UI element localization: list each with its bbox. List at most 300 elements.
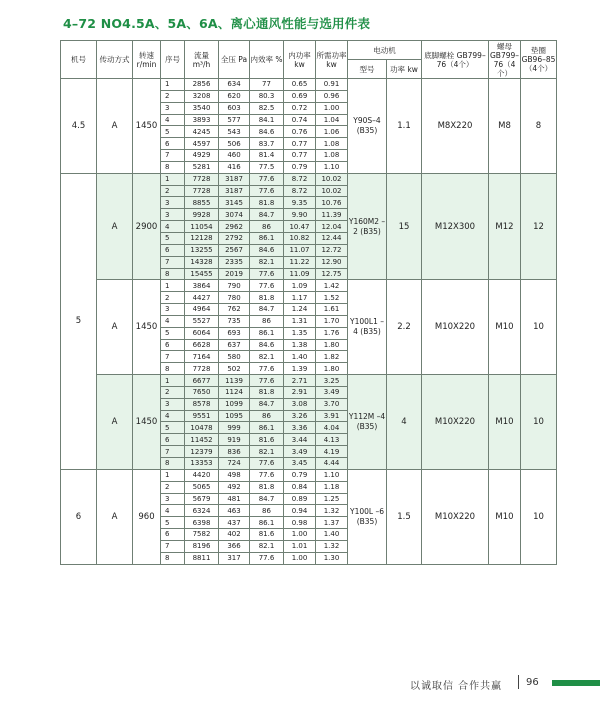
pressure-cell: 460 (219, 150, 250, 162)
required-power-cell: 3.91 (316, 410, 348, 422)
pressure-cell: 1124 (219, 386, 250, 398)
internal-power-cell: 9.90 (284, 209, 316, 221)
seq-cell: 5 (161, 126, 185, 138)
internal-power-cell: 1.00 (284, 529, 316, 541)
internal-power-cell: 3.45 (284, 458, 316, 470)
flow-cell: 3893 (185, 114, 219, 126)
pressure-cell: 3187 (219, 173, 250, 185)
motor-model-cell: Y160M2 –2 (B35) (348, 173, 387, 280)
pressure-cell: 437 (219, 517, 250, 529)
machine-no-cell: 4.5 (61, 79, 97, 174)
pressure-cell: 498 (219, 469, 250, 481)
drive-cell: A (97, 469, 133, 564)
required-power-cell: 1.32 (316, 540, 348, 552)
required-power-cell: 1.25 (316, 493, 348, 505)
internal-power-cell: 2.91 (284, 386, 316, 398)
flow-cell: 6324 (185, 505, 219, 517)
flow-cell: 6064 (185, 327, 219, 339)
seq-cell: 7 (161, 256, 185, 268)
washer-cell: 8 (521, 79, 557, 174)
pressure-cell: 2019 (219, 268, 250, 280)
seq-cell: 4 (161, 505, 185, 517)
pressure-cell: 492 (219, 481, 250, 493)
efficiency-cell: 82.1 (250, 351, 284, 363)
internal-power-cell: 11.22 (284, 256, 316, 268)
header-motor-model: 型号 (348, 60, 387, 79)
seq-cell: 1 (161, 79, 185, 91)
seq-cell: 2 (161, 386, 185, 398)
seq-cell: 4 (161, 410, 185, 422)
flow-cell: 6677 (185, 375, 219, 387)
pressure-cell: 735 (219, 315, 250, 327)
efficiency-cell: 77.6 (250, 185, 284, 197)
pressure-cell: 2335 (219, 256, 250, 268)
flow-cell: 13255 (185, 244, 219, 256)
anchor-bolt-cell: M8X220 (422, 79, 489, 174)
flow-cell: 5065 (185, 481, 219, 493)
internal-power-cell: 1.24 (284, 304, 316, 316)
pressure-cell: 1099 (219, 398, 250, 410)
speed-cell: 1450 (133, 280, 161, 375)
required-power-cell: 12.72 (316, 244, 348, 256)
efficiency-cell: 84.1 (250, 114, 284, 126)
internal-power-cell: 1.09 (284, 280, 316, 292)
pressure-cell: 836 (219, 446, 250, 458)
seq-cell: 8 (161, 161, 185, 173)
seq-cell: 5 (161, 517, 185, 529)
required-power-cell: 1.08 (316, 138, 348, 150)
efficiency-cell: 81.8 (250, 197, 284, 209)
anchor-bolt-cell: M10X220 (422, 469, 489, 564)
speed-cell: 1450 (133, 375, 161, 470)
efficiency-cell: 86 (250, 315, 284, 327)
efficiency-cell: 86.1 (250, 422, 284, 434)
flow-cell: 3208 (185, 90, 219, 102)
required-power-cell: 1.18 (316, 481, 348, 493)
flow-cell: 12128 (185, 232, 219, 244)
pressure-cell: 416 (219, 161, 250, 173)
nut-cell: M10 (489, 280, 521, 375)
required-power-cell: 1.08 (316, 150, 348, 162)
flow-cell: 6398 (185, 517, 219, 529)
internal-power-cell: 1.01 (284, 540, 316, 552)
performance-table (60, 40, 557, 565)
internal-power-cell: 11.07 (284, 244, 316, 256)
seq-cell: 4 (161, 315, 185, 327)
required-power-cell: 4.13 (316, 434, 348, 446)
efficiency-cell: 77 (250, 79, 284, 91)
speed-cell: 1450 (133, 79, 161, 174)
seq-cell: 5 (161, 327, 185, 339)
seq-cell: 6 (161, 434, 185, 446)
efficiency-cell: 82.1 (250, 256, 284, 268)
flow-cell: 7582 (185, 529, 219, 541)
seq-cell: 7 (161, 150, 185, 162)
seq-cell: 3 (161, 493, 185, 505)
flow-cell: 12379 (185, 446, 219, 458)
flow-cell: 4964 (185, 304, 219, 316)
header-flow: 流量 m³/h (185, 41, 219, 79)
efficiency-cell: 77.6 (250, 173, 284, 185)
efficiency-cell: 83.7 (250, 138, 284, 150)
internal-power-cell: 0.74 (284, 114, 316, 126)
table-header (61, 41, 557, 79)
header-motor-power: 功率 kw (387, 60, 422, 79)
internal-power-cell: 3.08 (284, 398, 316, 410)
internal-power-cell: 0.79 (284, 161, 316, 173)
required-power-cell: 4.44 (316, 458, 348, 470)
flow-cell: 7728 (185, 363, 219, 375)
page-title: 4–72 NO4.5A、5A、6A、离心通风性能与选用件表 (63, 16, 371, 31)
drive-cell: A (97, 280, 133, 375)
required-power-cell: 10.76 (316, 197, 348, 209)
seq-cell: 3 (161, 398, 185, 410)
efficiency-cell: 77.6 (250, 268, 284, 280)
flow-cell: 3540 (185, 102, 219, 114)
pressure-cell: 603 (219, 102, 250, 114)
internal-power-cell: 1.31 (284, 315, 316, 327)
internal-power-cell: 2.71 (284, 375, 316, 387)
header-motor: 电动机 (348, 41, 422, 60)
flow-cell: 4245 (185, 126, 219, 138)
machine-no-cell: 5 (61, 173, 97, 469)
header-internal-power: 内功率 kw (284, 41, 316, 79)
pressure-cell: 502 (219, 363, 250, 375)
table-row (61, 280, 557, 292)
required-power-cell: 1.80 (316, 339, 348, 351)
pressure-cell: 790 (219, 280, 250, 292)
motor-power-cell: 2.2 (387, 280, 422, 375)
internal-power-cell: 0.79 (284, 469, 316, 481)
required-power-cell: 10.02 (316, 185, 348, 197)
header-required-power: 所需功率 kw (316, 41, 348, 79)
required-power-cell: 12.04 (316, 221, 348, 233)
required-power-cell: 1.06 (316, 126, 348, 138)
pressure-cell: 919 (219, 434, 250, 446)
flow-cell: 4420 (185, 469, 219, 481)
pressure-cell: 506 (219, 138, 250, 150)
required-power-cell: 11.39 (316, 209, 348, 221)
washer-cell: 12 (521, 173, 557, 280)
table-row (61, 469, 557, 481)
internal-power-cell: 1.40 (284, 351, 316, 363)
required-power-cell: 1.00 (316, 102, 348, 114)
motor-power-cell: 1.5 (387, 469, 422, 564)
flow-cell: 10478 (185, 422, 219, 434)
seq-cell: 1 (161, 280, 185, 292)
flow-cell: 2856 (185, 79, 219, 91)
efficiency-cell: 82.5 (250, 102, 284, 114)
seq-cell: 1 (161, 469, 185, 481)
efficiency-cell: 86 (250, 505, 284, 517)
flow-cell: 5281 (185, 161, 219, 173)
washer-cell: 10 (521, 469, 557, 564)
efficiency-cell: 81.6 (250, 529, 284, 541)
internal-power-cell: 9.35 (284, 197, 316, 209)
seq-cell: 2 (161, 292, 185, 304)
speed-cell: 2900 (133, 173, 161, 280)
header-seq: 序号 (161, 41, 185, 79)
efficiency-cell: 84.7 (250, 398, 284, 410)
drive-cell: A (97, 79, 133, 174)
internal-power-cell: 0.98 (284, 517, 316, 529)
required-power-cell: 1.70 (316, 315, 348, 327)
table-body (61, 79, 557, 565)
pressure-cell: 620 (219, 90, 250, 102)
table-row (61, 375, 557, 387)
drive-cell: A (97, 173, 133, 280)
required-power-cell: 4.19 (316, 446, 348, 458)
internal-power-cell: 0.89 (284, 493, 316, 505)
pressure-cell: 463 (219, 505, 250, 517)
seq-cell: 7 (161, 446, 185, 458)
efficiency-cell: 77.6 (250, 375, 284, 387)
internal-power-cell: 1.17 (284, 292, 316, 304)
internal-power-cell: 1.38 (284, 339, 316, 351)
seq-cell: 6 (161, 244, 185, 256)
required-power-cell: 1.32 (316, 505, 348, 517)
required-power-cell: 12.90 (316, 256, 348, 268)
flow-cell: 6628 (185, 339, 219, 351)
internal-power-cell: 11.09 (284, 268, 316, 280)
pressure-cell: 1139 (219, 375, 250, 387)
flow-cell: 8196 (185, 540, 219, 552)
internal-power-cell: 1.35 (284, 327, 316, 339)
required-power-cell: 0.96 (316, 90, 348, 102)
internal-power-cell: 10.47 (284, 221, 316, 233)
seq-cell: 8 (161, 363, 185, 375)
footer-slogan: 以诚取信 合作共赢 (410, 681, 503, 692)
efficiency-cell: 86.1 (250, 327, 284, 339)
pressure-cell: 999 (219, 422, 250, 434)
flow-cell: 8578 (185, 398, 219, 410)
motor-model-cell: Y112M –4 (B35) (348, 375, 387, 470)
flow-cell: 9928 (185, 209, 219, 221)
efficiency-cell: 77.6 (250, 280, 284, 292)
pressure-cell: 402 (219, 529, 250, 541)
motor-power-cell: 4 (387, 375, 422, 470)
seq-cell: 6 (161, 138, 185, 150)
table-row (61, 173, 557, 185)
header-speed: 转速 r/min (133, 41, 161, 79)
motor-model-cell: Y100L –6 (B35) (348, 469, 387, 564)
efficiency-cell: 81.8 (250, 386, 284, 398)
pressure-cell: 2962 (219, 221, 250, 233)
required-power-cell: 1.40 (316, 529, 348, 541)
seq-cell: 3 (161, 209, 185, 221)
pressure-cell: 580 (219, 351, 250, 363)
seq-cell: 3 (161, 304, 185, 316)
internal-power-cell: 0.77 (284, 150, 316, 162)
seq-cell: 8 (161, 552, 185, 564)
required-power-cell: 3.25 (316, 375, 348, 387)
header-pressure: 全压 Pa (219, 41, 250, 79)
required-power-cell: 0.91 (316, 79, 348, 91)
efficiency-cell: 81.6 (250, 434, 284, 446)
speed-cell: 960 (133, 469, 161, 564)
drive-cell: A (97, 375, 133, 470)
flow-cell: 7650 (185, 386, 219, 398)
required-power-cell: 1.61 (316, 304, 348, 316)
pressure-cell: 634 (219, 79, 250, 91)
required-power-cell: 1.82 (316, 351, 348, 363)
efficiency-cell: 77.6 (250, 363, 284, 375)
flow-cell: 9551 (185, 410, 219, 422)
efficiency-cell: 86.1 (250, 517, 284, 529)
seq-cell: 3 (161, 197, 185, 209)
internal-power-cell: 0.77 (284, 138, 316, 150)
pressure-cell: 543 (219, 126, 250, 138)
motor-model-cell: Y90S–4 (B35) (348, 79, 387, 174)
motor-power-cell: 15 (387, 173, 422, 280)
pressure-cell: 3145 (219, 197, 250, 209)
seq-cell: 1 (161, 375, 185, 387)
pressure-cell: 317 (219, 552, 250, 564)
seq-cell: 2 (161, 481, 185, 493)
efficiency-cell: 81.4 (250, 150, 284, 162)
table-row (61, 79, 557, 91)
flow-cell: 5679 (185, 493, 219, 505)
flow-cell: 4597 (185, 138, 219, 150)
motor-model-cell: Y100L1 –4 (B35) (348, 280, 387, 375)
pressure-cell: 780 (219, 292, 250, 304)
required-power-cell: 4.04 (316, 422, 348, 434)
efficiency-cell: 82.1 (250, 540, 284, 552)
efficiency-cell: 77.6 (250, 469, 284, 481)
anchor-bolt-cell: M12X300 (422, 173, 489, 280)
efficiency-cell: 84.6 (250, 126, 284, 138)
pressure-cell: 366 (219, 540, 250, 552)
seq-cell: 3 (161, 102, 185, 114)
internal-power-cell: 0.84 (284, 481, 316, 493)
internal-power-cell: 1.00 (284, 552, 316, 564)
internal-power-cell: 0.69 (284, 90, 316, 102)
anchor-bolt-cell: M10X220 (422, 280, 489, 375)
page-number: 96 (526, 677, 539, 688)
required-power-cell: 3.70 (316, 398, 348, 410)
internal-power-cell: 3.36 (284, 422, 316, 434)
seq-cell: 5 (161, 422, 185, 434)
pressure-cell: 762 (219, 304, 250, 316)
required-power-cell: 1.10 (316, 161, 348, 173)
pressure-cell: 724 (219, 458, 250, 470)
efficiency-cell: 80.3 (250, 90, 284, 102)
footer-separator (518, 675, 519, 689)
required-power-cell: 1.10 (316, 469, 348, 481)
pressure-cell: 2567 (219, 244, 250, 256)
required-power-cell: 1.76 (316, 327, 348, 339)
seq-cell: 4 (161, 114, 185, 126)
efficiency-cell: 81.8 (250, 481, 284, 493)
flow-cell: 15455 (185, 268, 219, 280)
header-anchor-bolt: 底脚螺栓 GB799–76（4个） (422, 41, 489, 79)
internal-power-cell: 1.39 (284, 363, 316, 375)
efficiency-cell: 84.6 (250, 339, 284, 351)
internal-power-cell: 3.26 (284, 410, 316, 422)
seq-cell: 5 (161, 232, 185, 244)
header-nut: 螺母 GB799–76（4个） (489, 41, 520, 78)
required-power-cell: 12.44 (316, 232, 348, 244)
internal-power-cell: 8.72 (284, 173, 316, 185)
header-machine-no: 机号 (61, 41, 97, 79)
efficiency-cell: 86.1 (250, 232, 284, 244)
efficiency-cell: 77.6 (250, 458, 284, 470)
pressure-cell: 481 (219, 493, 250, 505)
seq-cell: 6 (161, 529, 185, 541)
internal-power-cell: 3.44 (284, 434, 316, 446)
seq-cell: 4 (161, 221, 185, 233)
washer-cell: 10 (521, 375, 557, 470)
nut-cell: M10 (489, 375, 521, 470)
pressure-cell: 637 (219, 339, 250, 351)
required-power-cell: 1.37 (316, 517, 348, 529)
efficiency-cell: 84.7 (250, 304, 284, 316)
efficiency-cell: 77.5 (250, 161, 284, 173)
required-power-cell: 1.04 (316, 114, 348, 126)
pressure-cell: 1095 (219, 410, 250, 422)
seq-cell: 8 (161, 268, 185, 280)
seq-cell: 6 (161, 339, 185, 351)
flow-cell: 3864 (185, 280, 219, 292)
flow-cell: 14328 (185, 256, 219, 268)
required-power-cell: 1.30 (316, 552, 348, 564)
header-drive: 传动方式 (97, 41, 133, 79)
nut-cell: M12 (489, 173, 521, 280)
flow-cell: 7728 (185, 173, 219, 185)
flow-cell: 8855 (185, 197, 219, 209)
efficiency-cell: 84.7 (250, 209, 284, 221)
efficiency-cell: 84.6 (250, 244, 284, 256)
efficiency-cell: 77.6 (250, 552, 284, 564)
seq-cell: 7 (161, 540, 185, 552)
flow-cell: 4929 (185, 150, 219, 162)
internal-power-cell: 0.94 (284, 505, 316, 517)
seq-cell: 8 (161, 458, 185, 470)
internal-power-cell: 0.76 (284, 126, 316, 138)
machine-no-cell: 6 (61, 469, 97, 564)
efficiency-cell: 81.8 (250, 292, 284, 304)
pressure-cell: 693 (219, 327, 250, 339)
flow-cell: 11452 (185, 434, 219, 446)
flow-cell: 5527 (185, 315, 219, 327)
required-power-cell: 10.02 (316, 173, 348, 185)
header-efficiency: 内效率 % (250, 41, 284, 79)
washer-cell: 10 (521, 280, 557, 375)
efficiency-cell: 82.1 (250, 446, 284, 458)
required-power-cell: 1.80 (316, 363, 348, 375)
nut-cell: M10 (489, 469, 521, 564)
seq-cell: 2 (161, 185, 185, 197)
required-power-cell: 1.52 (316, 292, 348, 304)
internal-power-cell: 8.72 (284, 185, 316, 197)
internal-power-cell: 3.49 (284, 446, 316, 458)
required-power-cell: 1.42 (316, 280, 348, 292)
header-washer: 垫圈 GB96–85（4个） (521, 41, 557, 79)
internal-power-cell: 10.82 (284, 232, 316, 244)
required-power-cell: 3.49 (316, 386, 348, 398)
nut-cell: M8 (489, 79, 521, 174)
pressure-cell: 577 (219, 114, 250, 126)
flow-cell: 4427 (185, 292, 219, 304)
flow-cell: 11054 (185, 221, 219, 233)
flow-cell: 7164 (185, 351, 219, 363)
efficiency-cell: 84.7 (250, 493, 284, 505)
flow-cell: 8811 (185, 552, 219, 564)
pressure-cell: 3074 (219, 209, 250, 221)
seq-cell: 1 (161, 173, 185, 185)
motor-power-cell: 1.1 (387, 79, 422, 174)
required-power-cell: 12.75 (316, 268, 348, 280)
